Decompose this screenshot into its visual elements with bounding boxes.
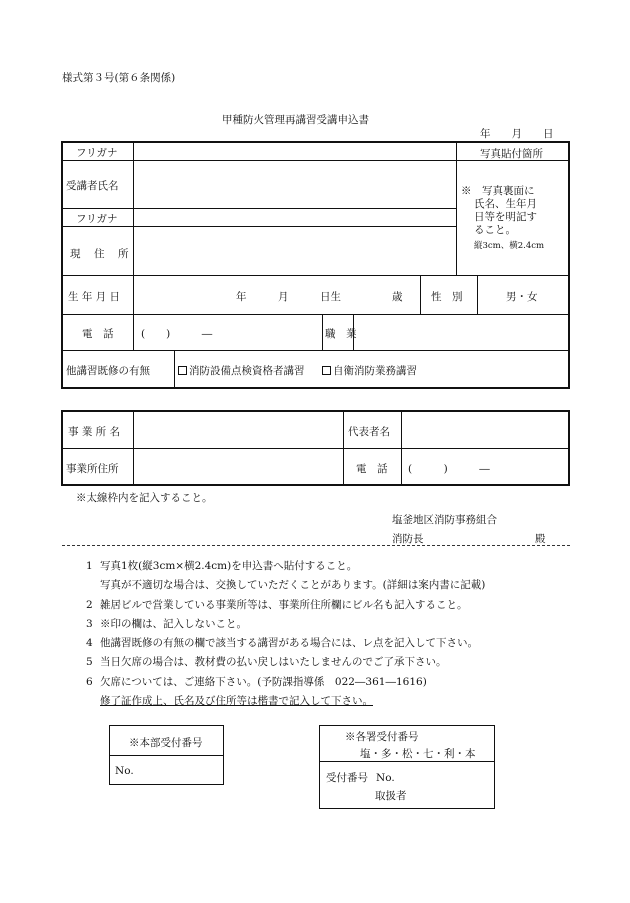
job-label: 職 業 (325, 328, 357, 340)
handler-label: 取扱者 (375, 790, 407, 802)
phone-value[interactable]: ( ) ― (141, 328, 213, 340)
furigana2-label: フリガナ (76, 213, 118, 225)
other-option-1[interactable]: 消防設備点検資格者講習 (178, 363, 305, 378)
office-phone-label: 電 話 (356, 463, 388, 475)
applicant-name-label: 受講者氏名 (66, 180, 119, 192)
note-item: 6 欠席については、ご連絡下さい。(予防課指導係 022―361―1616) (86, 675, 427, 688)
other-option-2[interactable]: 自衛消防業務講習 (322, 363, 417, 378)
addressee-honorific: 殿 (535, 533, 546, 545)
representative-label: 代表者名 (348, 426, 390, 438)
birth-value: 年 月 日生 (236, 291, 341, 303)
representative-input[interactable] (403, 412, 567, 447)
birth-input[interactable] (135, 277, 419, 313)
station-receipt-title: ※各署受付番号 (345, 731, 419, 743)
furigana-label: フリガナ (76, 147, 118, 159)
addressee-chief: 消防長 (392, 533, 424, 545)
photo-size: 縦3cm、横2.4cm (474, 241, 545, 251)
age-unit: 歳 (392, 291, 403, 303)
gender-value[interactable]: 男・女 (506, 291, 538, 303)
notes-list (86, 557, 485, 711)
form-number: 様式第３号(第６条関係) (62, 72, 176, 84)
photo-area[interactable] (458, 162, 568, 274)
address-label: 現 住 所 (70, 248, 130, 260)
dashed-separator (62, 545, 570, 546)
note-item: 3 ※印の欄は、記入しないこと。 (86, 617, 247, 630)
date-line: 年 月 日 (480, 128, 554, 140)
checkbox-icon[interactable] (322, 366, 331, 375)
note-item-underlined: 修了証作成上、氏名及び住所等は楷書で記入して下さい。 (100, 695, 373, 708)
phone-label: 電 話 (82, 328, 114, 340)
note-item: 5 当日欠席の場合は、教材費の払い戻しはいたしませんのでご了承下さい。 (86, 656, 447, 669)
note-item: 1 写真1枚(縦3cm×横2.4cm)を申込書へ貼付すること。 (86, 560, 358, 572)
form-title: 甲種防火管理再講習受講申込書 (222, 114, 369, 126)
hq-receipt-title: ※本部受付番号 (129, 737, 203, 749)
birth-label: 生 年 月 日 (68, 291, 121, 303)
note-item: 4 他講習既修の有無の欄で該当する講習がある場合には、レ点を記入して下さい。 (86, 637, 478, 650)
office-name-label: 事 業 所 名 (68, 426, 121, 438)
photo-note: ※ 写真裏面に 氏名、生年月 日等を明記す ること。 (461, 185, 537, 236)
photo-title: 写真貼付箇所 (480, 148, 543, 160)
note-item: 写真が不適切な場合は、交換していただくことがあります。(詳細は案内書に記載) (100, 579, 486, 592)
address-input[interactable] (135, 228, 453, 273)
applicant-name-input[interactable] (135, 162, 453, 206)
station-list: 塩・多・松・七・利・本 (360, 748, 476, 760)
receipt-number-label: 受付番号 No. (326, 772, 395, 784)
addressee-org: 塩釜地区消防事務組合 (392, 514, 497, 526)
bold-frame-note: ※太線枠内を記入すること。 (76, 492, 213, 504)
note-item: 2 雑居ビルで営業している事業所等は、事業所住所欄にビル名も記入すること。 (86, 598, 468, 611)
furigana-input[interactable] (135, 143, 453, 159)
office-phone-value[interactable]: ( ) ― (408, 463, 490, 475)
checkbox-icon[interactable] (178, 366, 187, 375)
hq-receipt-no: No. (115, 765, 134, 777)
office-address-input[interactable] (135, 450, 341, 484)
office-address-label: 事業所住所 (66, 463, 119, 475)
gender-label: 性 別 (431, 291, 463, 303)
other-courses-label: 他講習既修の有無 (66, 365, 150, 377)
office-name-input[interactable] (135, 412, 341, 447)
job-input[interactable] (355, 316, 567, 349)
furigana2-input[interactable] (135, 210, 453, 225)
